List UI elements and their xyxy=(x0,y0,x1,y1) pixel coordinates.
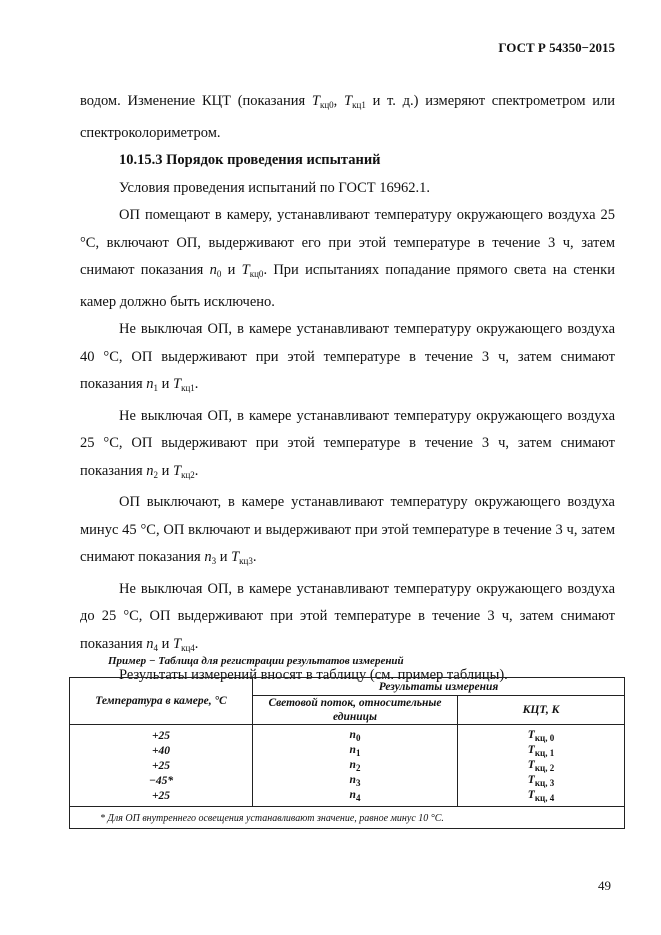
header-temperature: Температура в камере, °С xyxy=(70,678,253,725)
cell-luminous-flux: $n_3$ xyxy=(253,773,458,788)
cell-cct: $Т_{кц, 1}$ xyxy=(527,743,555,758)
table-row xyxy=(70,725,624,744)
paragraph: Результаты измерений вносят в таблицу (см. пример таблицы). xyxy=(119,667,508,683)
cell-cct: $Т_{кц, 2}$ xyxy=(527,758,555,773)
cell-cct: $Т_{кц, 4}$ xyxy=(527,788,555,803)
section-heading: 10.15.3 Порядок проведения испытаний xyxy=(119,152,381,168)
paragraph: Условия проведения испытаний по ГОСТ 16962.1. xyxy=(119,179,430,196)
table-footnote: * Для ОП внутреннего освещения устанавливают значение, равное минус 10 °С. xyxy=(70,806,624,828)
table-row xyxy=(70,743,624,758)
cell-temperature: −45* xyxy=(70,773,253,788)
cell-temperature: +25 xyxy=(70,725,253,744)
paragraph: водом. Изменение КЦТ (показания $Т_{кц0}$, $Т_{кц1}$ и т. д.) измеряют спектрометром или спектроколориметром. xyxy=(80,93,615,141)
cell-luminous-flux: $n_0$ xyxy=(253,725,458,744)
cell-cct: $Т_{кц, 0}$ xyxy=(527,728,555,743)
paragraph: Не выключая ОП, в камере устанавливают температуру окружающего воздуха 25 °С, ОП выдерживают при этой температуре в течение 3 ч, затем снимают показания $n_2$ и $Т_{кц2}$. xyxy=(80,407,615,480)
header-results-group: Результаты измерения xyxy=(253,678,625,696)
cell-cct: $Т_{кц, 3}$ xyxy=(527,773,555,788)
cell-temperature: +40 xyxy=(70,743,253,758)
document-header: ГОСТ Р 54350−2015 xyxy=(498,40,615,55)
page-number: 49 xyxy=(598,878,611,893)
header-cct: КЦТ, К xyxy=(458,696,625,725)
table-caption: Пример − Таблица для регистрации результатов измерений xyxy=(108,655,404,667)
paragraph: Не выключая ОП, в камере устанавливают температуру окружающего воздуха до 25 °С, ОП выдерживают при этой температуре в течение 3 ч, затем снимают показания $n_4$ и $Т_{кц4}$. xyxy=(80,580,615,653)
paragraph: ОП помещают в камеру, устанавливают температуру окружающего воздуха 25 °С, включают ОП, выдерживают его при этой температуре в течение 3 ч, затем снимают показания $n_0$ и $Т_{кц0}$. При испытаниях попадание прямого света на стенки камер должно быть исключено. xyxy=(80,207,615,310)
table-row xyxy=(70,788,624,806)
table-row xyxy=(70,758,624,773)
paragraph: ОП выключают, в камере устанавливают температуру окружающего воздуха минус 45 °С, ОП включают и выдерживают при этой температуре в течение 3 ч, затем снимают показания $n_3$ и $Т_{кц3}$. xyxy=(80,494,615,566)
header-luminous-flux: Световой поток, относительные единицы xyxy=(253,696,458,725)
cell-temperature: +25 xyxy=(70,788,253,806)
cell-luminous-flux: $n_2$ xyxy=(253,758,458,773)
results-table xyxy=(69,677,625,829)
paragraph: Не выключая ОП, в камере устанавливают температуру окружающего воздуха 40 °С, ОП выдерживают при этой температуре в течение 3 ч, затем снимают показания $n_1$ и $Т_{кц1}$. xyxy=(80,321,615,393)
cell-luminous-flux: $n_4$ xyxy=(253,788,458,806)
cell-temperature: +25 xyxy=(70,758,253,773)
document-body xyxy=(80,88,615,690)
table-row xyxy=(70,773,624,788)
cell-luminous-flux: $n_1$ xyxy=(253,743,458,758)
